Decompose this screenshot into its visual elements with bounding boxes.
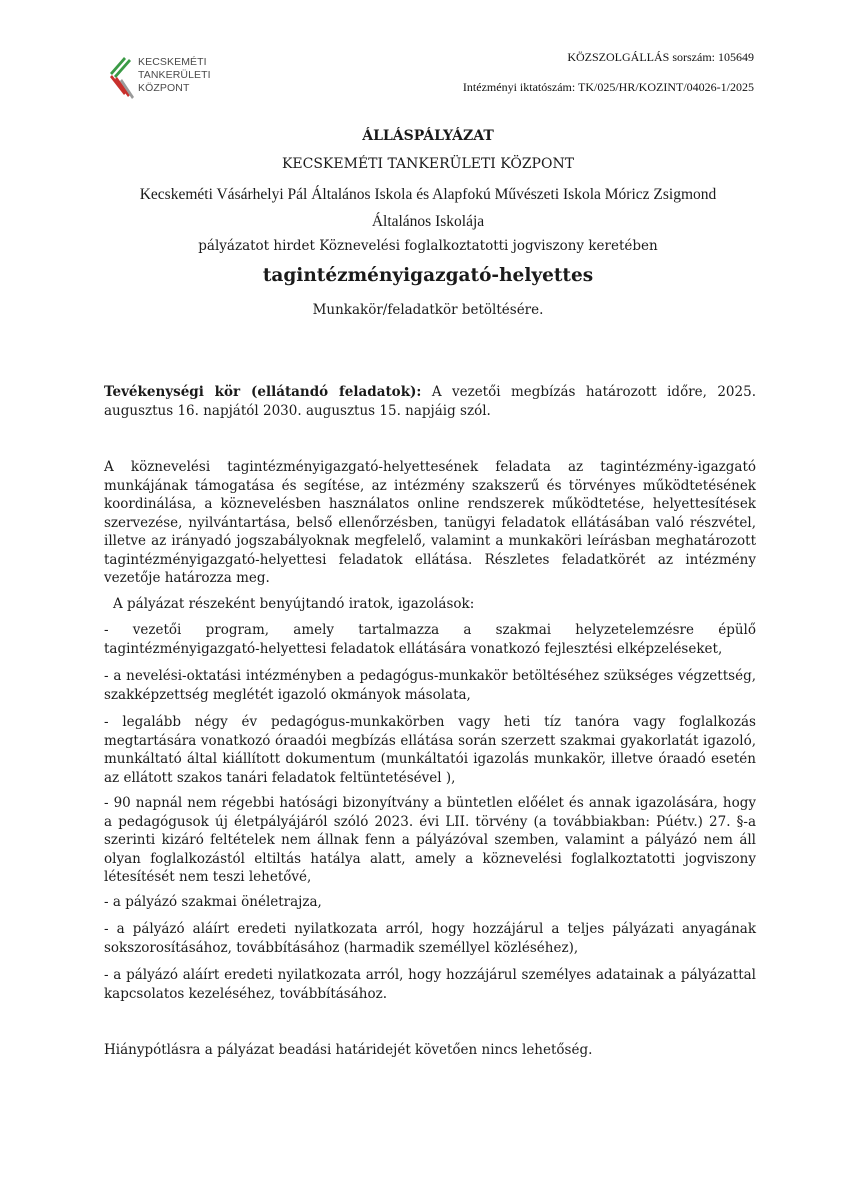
logo-chevron-icon: [104, 55, 138, 105]
school-name-line-1: Kecskeméti Vásárhelyi Pál Általános Iskola és Alapfokú Művészeti Iskola Móricz Zsigmond: [139, 186, 717, 203]
document-item: - a pályázó szakmai önéletrajza,: [104, 894, 322, 910]
logo-line-3: KÖZPONT: [138, 82, 190, 94]
school-name-line-2: Általános Iskolája: [371, 213, 485, 230]
document-item: - a nevelési-oktatási intézményben a pedagógus-munkakör betöltéséhez szükséges végzettség, szakképzettség meglétét igazoló okmányok másolata,: [104, 668, 756, 703]
document-item: - 90 napnál nem régebbi hatósági bizonyítvány a büntetlen előélet és annak igazolására, hogy a pedagógusok új életpályájáról szóló 2023. évi LII. törvény (a továbbiakban: Púétv.) 27. §-a szerinti kizáró feltételek nem állnak fenn a pályázóval szemben, valamint a pályázó nem áll olyan foglalkozástól eltiltás hatálya alatt, amely a köznevelési foglalkoztatotti jogviszony létesítését nem teszi lehetővé,: [104, 795, 756, 885]
document-title: ÁLLÁSPÁLYÁZAT: [362, 128, 494, 144]
announcement-line: pályázatot hirdet Köznevelési foglalkoztatotti jogviszony keretében: [198, 238, 658, 254]
document-item: - a pályázó aláírt eredeti nyilatkozata arról, hogy hozzájárul a teljes pályázati anyagának sokszorosításához, továbbításához (harmadik személlyel közléséhez),: [104, 921, 756, 956]
logo-line-1: KECSKEMÉTI: [138, 56, 207, 68]
ref-number: KÖZSZOLGÁLLÁS sorszám: 105649: [567, 50, 754, 64]
closing-paragraph: Hiánypótlásra a pályázat beadási határidejét követően nincs lehetőség.: [104, 1042, 593, 1058]
logo-line-2: TANKERÜLETI: [138, 69, 211, 81]
position-fill-line: Munkakör/feladatkör betöltésére.: [312, 302, 544, 318]
organization-name: KECSKEMÉTI TANKERÜLETI KÖZPONT: [281, 156, 575, 172]
documents-intro: A pályázat részeként benyújtandó iratok, igazolások:: [113, 596, 475, 612]
tankeruleti-logo: [104, 55, 244, 105]
document-item: - vezetői program, amely tartalmazza a szakmai helyzetelemzésre épülő tagintézményigazgató-helyettesi feladatok ellátására vonatkozó fejlesztési elképzeléseket,: [104, 622, 756, 657]
document-item: - a pályázó aláírt eredeti nyilatkozata arról, hogy hozzájárul személyes adatainak a pályázattal kapcsolatos kezeléséhez, továbbításához.: [104, 967, 756, 1002]
document-item: - legalább négy év pedagógus-munkakörben vagy heti tíz tanóra vagy foglalkozás megtartására vonatkozó óraadói megbízás ellátása során szerzett szakmai gyakorlatát igazoló, munkáltató által kiállított dokumentum (munkáltatói igazolás munkakör, illetve óraadó esetén az ellátott szakos tanári feladatok feltüntetésével ),: [104, 714, 756, 786]
activity-paragraph: [104, 383, 756, 420]
activity-text: A vezetői megbízás határozott időre, 2025. augusztus 16. napjától 2030. augusztus 15. napjáig szól.: [104, 384, 756, 419]
filing-number: Intézményi iktatószám: TK/025/HR/KOZINT/04026-1/2025: [462, 80, 754, 94]
description-paragraph: A köznevelési tagintézményigazgató-helyettesének feladata az tagintézmény-igazgató munkájának támogatása és segítése, az intézmény szakszerű és törvényes működtetésének koordinálása, a köznevelésben használatos online rendszerek működtetése, helyettesítések szervezése, nyilvántartása, belső ellenőrzésben, tanügyi feladatok ellátásában való részvétel, illetve az irányadó jogszabályoknak megfelelő, valamint a munkaköri leírásban meghatározott tagintézményigazgató-helyettesi feladatok ellátása. Részletes feladatkörét az intézmény vezetője határozza meg.: [104, 459, 756, 586]
school-name: [104, 181, 752, 235]
activity-label: Tevékenységi kör (ellátandó feladatok):: [104, 384, 422, 400]
position-title: tagintézményigazgató-helyettes: [262, 265, 594, 286]
